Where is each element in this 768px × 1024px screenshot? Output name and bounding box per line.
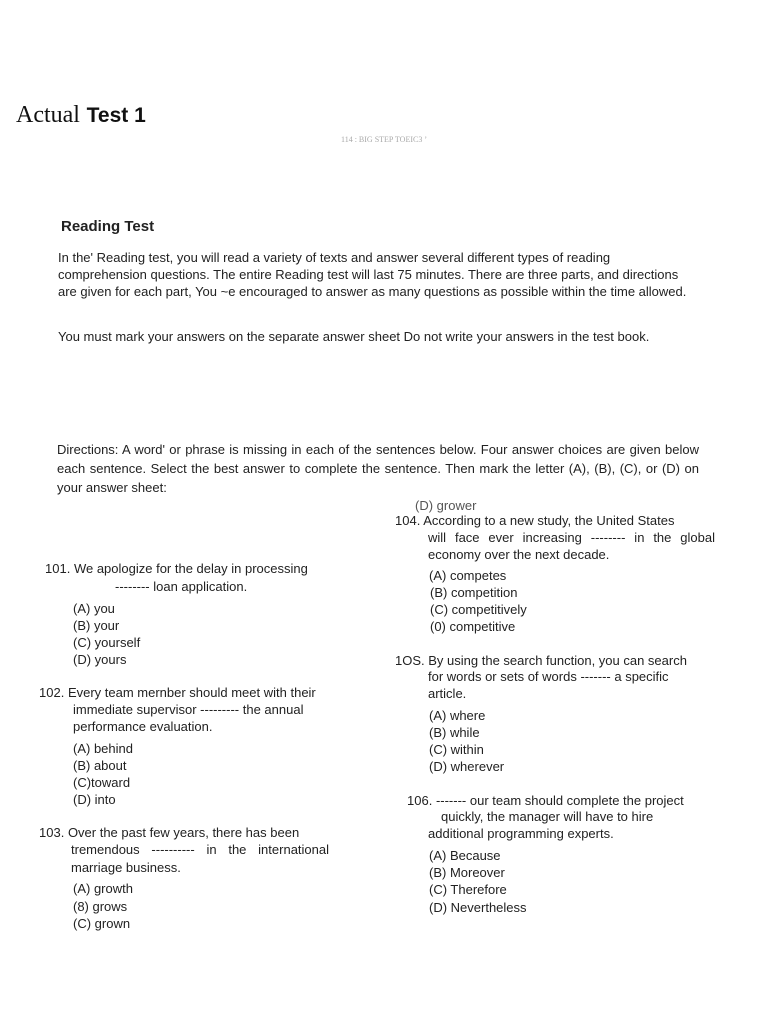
question-text: Over the past few years, there has been bbox=[67, 825, 300, 840]
question-text-continued: will face ever increasing -------- in the global bbox=[428, 530, 715, 545]
question-text-continued: quickly, the manager will have to hire bbox=[441, 809, 654, 824]
question-text-continued: additional programming experts. bbox=[428, 826, 614, 841]
option-c[interactable]: (C) within bbox=[429, 742, 484, 757]
question-text-continued: tremendous ---------- in the international bbox=[71, 842, 329, 857]
question-text-continued: economy over the next decade. bbox=[428, 547, 610, 562]
option-b[interactable]: (B) while bbox=[429, 725, 480, 740]
option-b[interactable]: (8) grows bbox=[73, 899, 128, 914]
question-text: According to a new study, the United States bbox=[423, 513, 675, 528]
title-part2: Test 1 bbox=[86, 104, 146, 127]
question-number: 102. bbox=[39, 685, 65, 700]
question-105 bbox=[395, 652, 715, 669]
option-a[interactable]: (A) competes bbox=[429, 568, 507, 583]
page-title bbox=[16, 101, 146, 129]
option-a[interactable]: (A) where bbox=[429, 708, 486, 723]
option-c[interactable]: (C)toward bbox=[73, 775, 131, 790]
option-c[interactable]: (C) grown bbox=[73, 916, 131, 931]
option-d[interactable]: (D) wherever bbox=[429, 759, 505, 774]
question-text: By using the search function, you can search bbox=[428, 653, 687, 668]
option-a[interactable]: (A) you bbox=[73, 601, 115, 616]
option-c[interactable]: (C) competitively bbox=[430, 602, 527, 617]
question-102 bbox=[39, 684, 349, 701]
question-number: 103. bbox=[39, 825, 65, 840]
option-c[interactable]: (C) yourself bbox=[73, 635, 141, 650]
question-text: ------- our team should complete the project bbox=[435, 793, 684, 808]
option-b[interactable]: (B) about bbox=[73, 758, 127, 773]
option-b[interactable]: (B) Moreover bbox=[429, 865, 505, 880]
directions-paragraph: Directions: A word' or phrase is missing in each of the sentences below. Four answer choices are given below each sentence. Select the best answer to complete the sentence. Then mark the letter (A), (B), (C), or (D) on your answer sheet: bbox=[57, 442, 699, 495]
question-text-continued: performance evaluation. bbox=[73, 719, 213, 734]
question-104 bbox=[395, 512, 715, 529]
question-text-continued: immediate supervisor --------- the annual bbox=[73, 702, 304, 717]
section-heading: Reading Test bbox=[61, 218, 155, 235]
question-text: We apologize for the delay in processing bbox=[73, 561, 308, 576]
question-106 bbox=[407, 792, 717, 809]
question-text-continued: for words or sets of words ------- a specific bbox=[428, 669, 669, 684]
question-number: 104. bbox=[395, 513, 421, 528]
option-d[interactable]: (D) Nevertheless bbox=[429, 900, 527, 915]
option-b[interactable]: (B) competition bbox=[430, 585, 518, 600]
header-note: 114 : BIG STEP TOEIC3 ’ bbox=[340, 135, 427, 144]
option-d[interactable]: (D) grower bbox=[415, 498, 477, 513]
question-text: Every team mernber should meet with their bbox=[67, 685, 316, 700]
option-d[interactable]: (D) yours bbox=[73, 652, 127, 667]
question-103 bbox=[39, 824, 349, 841]
option-d[interactable]: (D) into bbox=[73, 792, 116, 807]
intro-paragraph-1: In the' Reading test, you will read a variety of texts and answer several different types of reading comprehension questions. The entire Reading test will last 75 minutes. There are three parts, and directions are given for each part, You ~e encouraged to answer as many questions as possible within the time allowed. bbox=[58, 250, 687, 299]
question-number: 1OS. bbox=[395, 653, 425, 668]
option-a[interactable]: (A) growth bbox=[73, 881, 133, 896]
option-a[interactable]: (A) Because bbox=[429, 848, 501, 863]
question-text-continued: article. bbox=[428, 686, 467, 701]
question-text-continued: -------- loan application. bbox=[115, 579, 248, 594]
option-d[interactable]: (0) competitive bbox=[430, 619, 516, 634]
title-part1: Actual bbox=[16, 102, 80, 128]
intro-paragraph-2: You must mark your answers on the separate answer sheet Do not write your answers in the test book. bbox=[58, 329, 650, 344]
question-number: 106. bbox=[407, 793, 433, 808]
option-c[interactable]: (C) Therefore bbox=[429, 882, 507, 897]
question-number: 101. bbox=[45, 561, 71, 576]
question-text-continued: marriage business. bbox=[71, 860, 181, 875]
option-a[interactable]: (A) behind bbox=[73, 741, 133, 756]
question-101 bbox=[45, 560, 345, 577]
option-b[interactable]: (B) your bbox=[73, 618, 120, 633]
